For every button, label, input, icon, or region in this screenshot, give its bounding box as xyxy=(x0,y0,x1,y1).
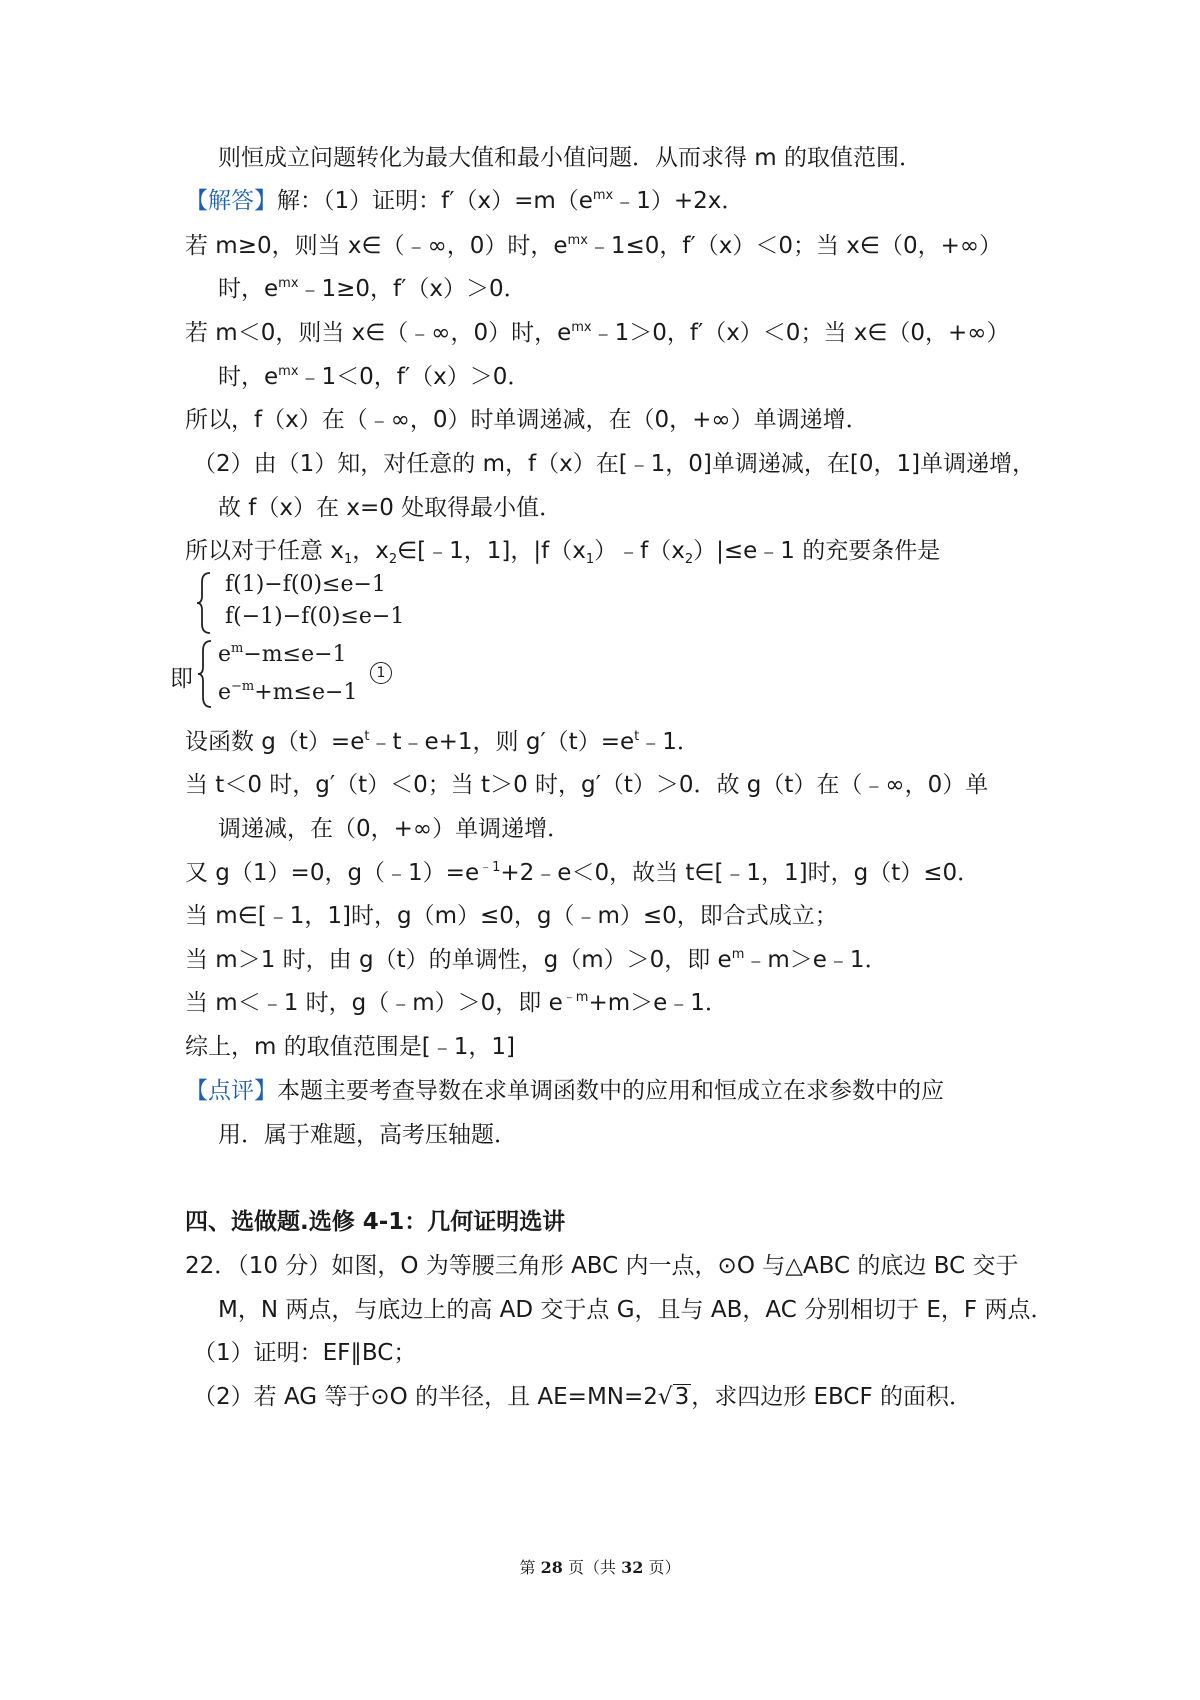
text-line: 当 m∈[﹣1，1]时，g（m）≤0，g（﹣m）≤0，即合式成立； xyxy=(185,903,838,929)
comment-line: 【点评】本题主要考查导数在求单调函数中的应用和恒成立在求参数中的应 xyxy=(185,1078,944,1104)
text-line: 故 f（x）在 x=0 处取得最小值． xyxy=(218,495,563,521)
text-line: 又 g（1）=0，$g(﹣1)=e^{﹣1}+2﹣e<0$，故当 t∈[﹣1，1]时，g（t）≤0． xyxy=(185,860,981,886)
question-line: 22．（10 分）如图，O 为等腰三角形 ABC 内一点，⊙O 与△ABC 的底边 BC 交于 xyxy=(185,1253,1019,1279)
text-line: 当 m＞1 时，由 g（t）的单调性，g（m）＞0，即 $e^m﹣m>e﹣1$． xyxy=(185,947,888,973)
text-line: 当 t＜0 时，g′（t）＜0；当 t＞0 时，g′（t）＞0．故 g（t）在（﹣∞，0）单 xyxy=(185,772,989,798)
inequality-system-1 xyxy=(195,570,455,640)
solution-label: 【解答】 xyxy=(185,188,277,214)
question-line: M，N 两点，与底边上的高 AD 交于点 G，且与 AB，AC 分别相切于 E，F 两点． xyxy=(218,1297,1054,1323)
page-footer: 第 28 页（共 32 页） xyxy=(519,1558,681,1577)
system-row: $e^m-m\le e-1$ xyxy=(218,641,347,667)
sqrt-radicand: 3 xyxy=(674,1384,690,1410)
inequality-system-2 xyxy=(170,638,510,714)
solution-line: 【解答】解：（1）证明：$f'(x)=m(e^{mx}﹣1)+2x$． xyxy=(185,188,745,214)
text-line: 时，$e^{mx}﹣1<0$，f′（x）＞0． xyxy=(218,364,531,390)
question-line: （2）若 AG 等于⊙O 的半径，且 AE=MN=2√3，求四边形 EBCF 的面积． xyxy=(193,1384,973,1410)
brace-icon xyxy=(195,570,213,636)
text-line: （2）由（1）知，对任意的 m，f（x）在[﹣1，0]单调递减，在[0，1]单调递增， xyxy=(193,451,1036,477)
brace-icon xyxy=(196,638,214,710)
text-line: 调递减，在（0，+∞）单调递增． xyxy=(218,816,571,842)
prefix-text: 即 xyxy=(170,666,193,692)
page-number: 28 xyxy=(540,1558,563,1577)
section-heading: 四、选做题.选修 4-1：几何证明选讲 xyxy=(185,1209,566,1235)
text-line: 所以，f（x）在（﹣∞，0）时单调递减，在（0，+∞）单调递增． xyxy=(185,407,869,433)
system-row: f(1)−f(0)≤e−1 xyxy=(225,572,386,597)
sqrt-symbol: √ xyxy=(657,1384,673,1410)
text-line: 当 m＜﹣1 时，g（﹣m）＞0，即 $e^{﹣m}+m>e﹣1$． xyxy=(185,990,728,1016)
text-line: 所以对于任意 $x_1$，$x_2\in[﹣1$，1]，$|f(x_1)﹣f(x_2)|\le e﹣1$ 的充要条件是 xyxy=(185,538,941,567)
question-line: （1）证明：EF∥BC； xyxy=(193,1340,417,1366)
circled-number: 1 xyxy=(370,662,392,684)
text-line: 设函数 $g(t)=e^t﹣t﹣e+1$，则 $g'(t)=e^t﹣1$． xyxy=(185,729,700,755)
system-row: $e^{-m}+m\le e-1$ xyxy=(218,679,358,705)
page-total: 32 xyxy=(621,1558,644,1577)
text-line: 时，$e^{mx}﹣1\ge 0$，f′（x）＞0． xyxy=(218,276,527,302)
text-line: 若 m≥0，则当 x∈（﹣∞，0）时，$e^{mx}﹣1\le 0$，f′（x）＜0；当 x∈（0，+∞） xyxy=(185,233,1003,259)
system-row: f(−1)−f(0)≤e−1 xyxy=(225,604,405,629)
text-line: 用．属于难题，高考压轴题． xyxy=(218,1122,517,1148)
text-line: 若 m＜0，则当 x∈（﹣∞，0）时，$e^{mx}﹣1>0$，f′（x）＜0；当 x∈（0，+∞） xyxy=(185,320,1010,346)
text-line: 则恒成立问题转化为最大值和最小值问题．从而求得 m 的取值范围． xyxy=(218,145,923,171)
comment-label: 【点评】 xyxy=(185,1078,277,1104)
text-line: 综上，m 的取值范围是[﹣1，1] xyxy=(185,1034,515,1060)
